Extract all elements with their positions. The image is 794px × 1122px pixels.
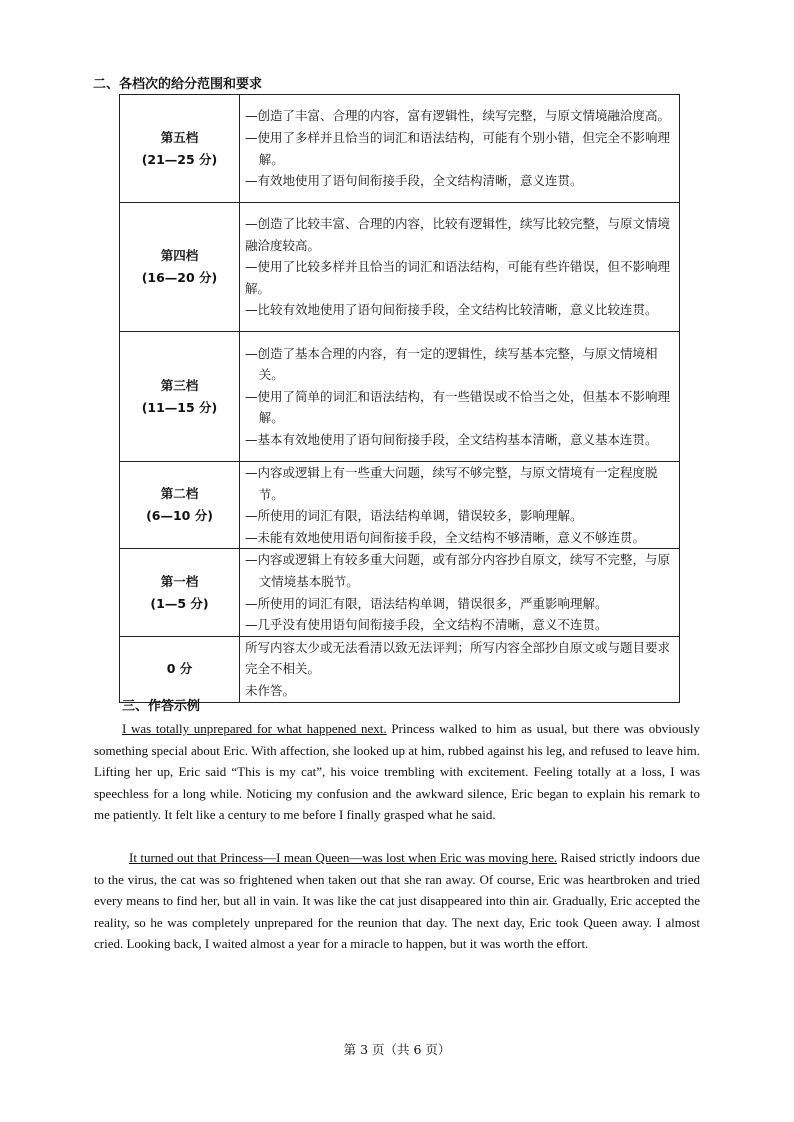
paragraph-1-opening-sentence: I was totally unprepared for what happened next. xyxy=(122,721,387,736)
level-score: (1—5 分) xyxy=(150,595,209,611)
section-3-heading: 三、作答示例 xyxy=(122,699,201,714)
criterion: —使用了简单的词汇和语法结构，有一些错误或不恰当之处，但基本不影响理解。 xyxy=(245,388,671,426)
level-cell xyxy=(120,95,240,203)
level-score: (21—25 分) xyxy=(141,151,218,167)
criterion: —内容或逻辑上有一些重大问题，续写不够完整，与原文情境有一定程度脱节。 xyxy=(245,465,658,502)
criterion: —创造了比较丰富、合理的内容，比较有逻辑性，续写比较完整，与原文情境融洽度较高。 xyxy=(245,216,671,253)
criteria-cell xyxy=(240,332,680,462)
level-score: (6—10 分) xyxy=(146,508,213,524)
paragraph-1-body: Princess walked to him as usual, but there was obviously something special about Eric. With affection, she looked up at him, rubbed against his leg, and refused to leave him. Lifting her up, Eric said “This is my cat”, his voice trembling with excitement. Feeling totally at a loss, I was speechless for a long while. Noticing my confusion and the awkward silence, Eric began to explain his remark to me patiently. It felt like a century to me before I finally grasped what he said. xyxy=(94,721,700,823)
criterion: —几乎没有使用语句间衔接手段，全文结构不清晰，意义不连贯。 xyxy=(245,617,608,633)
criteria-cell xyxy=(240,462,680,549)
criterion: —创造了丰富、合理的内容，富有逻辑性，续写完整，与原文情境融洽度高。 xyxy=(245,108,671,124)
level-name: 第四档 xyxy=(160,248,199,263)
criteria-cell xyxy=(240,95,680,203)
rubric-row-level-1 xyxy=(120,549,680,636)
criteria-cell xyxy=(240,636,680,702)
level-cell xyxy=(120,549,240,636)
page-number: 第 3 页（共 6 页） xyxy=(343,1042,451,1057)
level-cell xyxy=(120,462,240,549)
section-2-heading: 二、各档次的给分范围和要求 xyxy=(93,77,263,92)
rubric-row-level-2 xyxy=(120,462,680,549)
level-name: 0 分 xyxy=(166,661,193,677)
rubric-row-level-3 xyxy=(120,332,680,462)
criterion: —使用了多样并且恰当的词汇和语法结构，可能有个别小错，但完全不影响理解。 xyxy=(245,129,671,167)
level-name: 第二档 xyxy=(160,486,199,502)
level-cell xyxy=(120,332,240,462)
rubric-row-level-0 xyxy=(120,636,680,702)
sample-paragraph-2 xyxy=(94,847,700,955)
criterion: —所使用的词汇有限，语法结构单调，错误很多，严重影响理解。 xyxy=(245,595,608,611)
criterion: —所使用的词汇有限，语法结构单调，错误较多，影响理解。 xyxy=(245,508,583,524)
level-name: 第一档 xyxy=(160,573,199,589)
criterion: 所写内容太少或无法看清以致无法评判；所写内容全部抄自原文或与题目要求完全不相关。 xyxy=(245,639,671,677)
criteria-cell xyxy=(240,549,680,636)
criterion: —基本有效地使用了语句间衔接手段，全文结构基本清晰，意义基本连贯。 xyxy=(245,431,658,447)
level-name: 第三档 xyxy=(160,377,199,393)
level-score: (16—20 分) xyxy=(141,270,218,285)
criterion: —内容或逻辑上有较多重大问题，或有部分内容抄自原文，续写不完整，与原文情境基本脱节。 xyxy=(245,552,671,589)
level-name: 第五档 xyxy=(160,129,199,145)
sample-paragraph-1 xyxy=(94,718,700,826)
level-score: (11—15 分) xyxy=(141,399,218,415)
criterion: 未作答。 xyxy=(245,682,296,698)
criterion: —创造了基本合理的内容，有一定的逻辑性，续写基本完整，与原文情境相关。 xyxy=(245,345,658,383)
paragraph-2-body: Raised strictly indoors due to the virus, the cat was so frightened when taken out that she ran away. Of course, Eric was heartbroken and tried every means to find her, but all in vain. It was like the cat just disappeared into thin air. Gradually, Eric accepted the reality, so he was completely unprepared for the reunion that day. The next day, Eric took Queen away. I almost cried. Looking back, I waited almost a year for a miracle to happen, but it was worth the effort. xyxy=(94,850,700,952)
criteria-cell xyxy=(240,203,680,332)
criterion: —未能有效地使用语句间衔接手段，全文结构不够清晰，意义不够连贯。 xyxy=(245,529,646,545)
rubric-table xyxy=(119,94,680,703)
rubric-row-level-5 xyxy=(120,95,680,203)
criterion: —有效地使用了语句间衔接手段，全文结构清晰，意义连贯。 xyxy=(245,173,583,189)
criterion: —比较有效地使用了语句间衔接手段，全文结构比较清晰，意义比较连贯。 xyxy=(245,302,658,318)
level-cell xyxy=(120,636,240,702)
paragraph-2-opening-sentence: It turned out that Princess—I mean Queen—was lost when Eric was moving here. xyxy=(129,850,558,865)
rubric-row-level-4 xyxy=(120,203,680,332)
level-cell xyxy=(120,203,240,332)
criterion: —使用了比较多样并且恰当的词汇和语法结构，可能有些许错误，但不影响理解。 xyxy=(245,259,671,296)
